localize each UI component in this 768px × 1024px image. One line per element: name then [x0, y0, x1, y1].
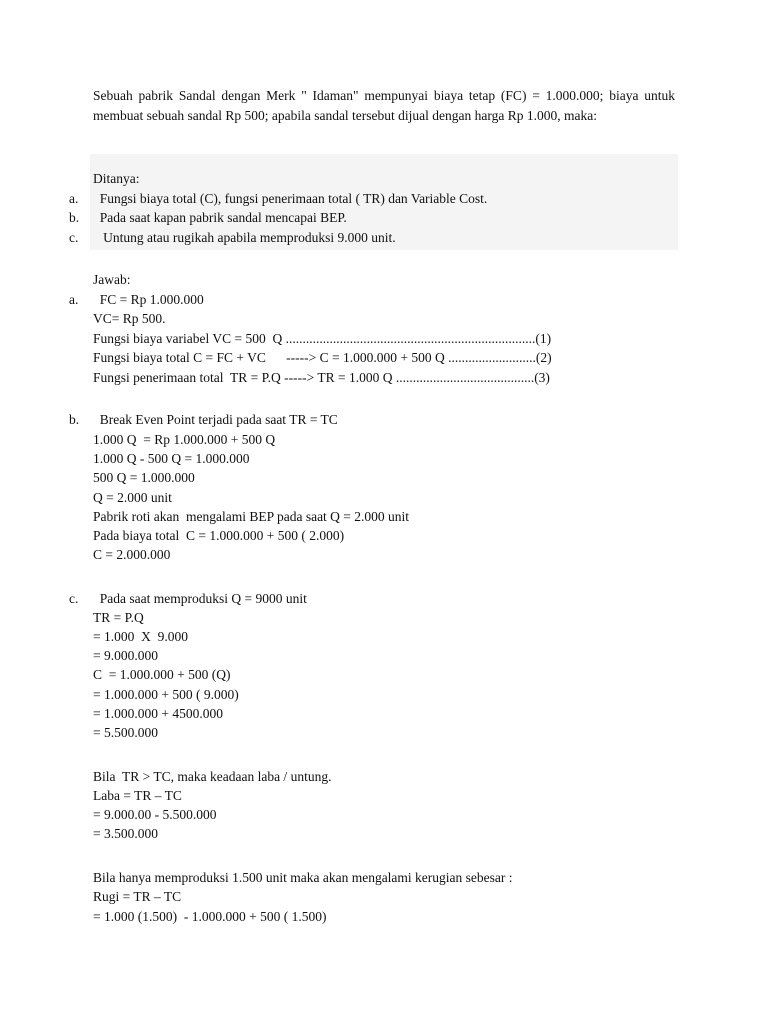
ditanya-heading: Ditanya:	[93, 171, 140, 186]
answer-b-line: 1.000 Q = Rp 1.000.000 + 500 Q	[93, 432, 276, 447]
profit-line: = 9.000.00 - 5.500.000	[93, 807, 217, 822]
answer-a-line: Fungsi penerimaan total TR = P.Q -----> TR = 1.000 Q .........................................(3)	[93, 370, 550, 385]
answer-b-line: Q = 2.000 unit	[93, 490, 172, 505]
answer-b-line: C = 2.000.000	[93, 547, 171, 562]
loss-line: = 1.000 (1.500) - 1.000.000 + 500 ( 1.500)	[93, 909, 327, 924]
question-c-text: Untung atau rugikah apabila memproduksi 9.000 unit.	[93, 230, 396, 245]
answer-b-line: 500 Q = 1.000.000	[93, 470, 195, 485]
answer-c-line: Pada saat memproduksi Q = 9000 unit	[93, 591, 307, 606]
answer-a-line: FC = Rp 1.000.000	[93, 292, 204, 307]
question-b-marker: b.	[69, 210, 80, 225]
answer-b-marker: b.	[69, 412, 80, 427]
answer-c-line: = 5.500.000	[93, 725, 158, 740]
question-a-marker: a.	[69, 191, 79, 206]
answer-b-line: Pada biaya total C = 1.000.000 + 500 ( 2.000)	[93, 528, 345, 543]
answer-a-line: VC= Rp 500.	[93, 311, 166, 326]
question-c-marker: c.	[69, 230, 79, 245]
question-a-text: Fungsi biaya total (C), fungsi penerimaan total ( TR) dan Variable Cost.	[93, 191, 488, 206]
answer-b-line: Break Even Point terjadi pada saat TR = TC	[93, 412, 338, 427]
profit-line: Laba = TR – TC	[93, 788, 182, 803]
answer-a-marker: a.	[69, 292, 79, 307]
answer-c-marker: c.	[69, 591, 79, 606]
answer-a-line: Fungsi biaya variabel VC = 500 Q ..........................................................................(1)	[93, 331, 552, 346]
profit-line: Bila TR > TC, maka keadaan laba / untung.	[93, 769, 332, 784]
answer-c-line: = 9.000.000	[93, 648, 158, 663]
answer-c-line: = 1.000.000 + 4500.000	[93, 706, 223, 721]
profit-line: = 3.500.000	[93, 826, 158, 841]
answer-c-line: C = 1.000.000 + 500 (Q)	[93, 667, 231, 682]
loss-line: Rugi = TR – TC	[93, 889, 182, 904]
answer-a-line: Fungsi biaya total C = FC + VC -----> C = 1.000.000 + 500 Q ..........................(2)	[93, 350, 552, 365]
loss-line: Bila hanya memproduksi 1.500 unit maka akan mengalami kerugian sebesar :	[93, 870, 513, 885]
question-b-text: Pada saat kapan pabrik sandal mencapai BEP.	[93, 210, 347, 225]
problem-statement: Sebuah pabrik Sandal dengan Merk " Idaman" mempunyai biaya tetap (FC) = 1.000.000; biaya untuk membuat sebuah sandal Rp 500; apabila sandal tersebut dijual dengan harga Rp 1.000, maka:	[93, 88, 675, 123]
answer-c-line: = 1.000.000 + 500 ( 9.000)	[93, 687, 239, 702]
jawab-heading: Jawab:	[93, 272, 131, 287]
answer-b-line: Pabrik roti akan mengalami BEP pada saat Q = 2.000 unit	[93, 509, 410, 524]
answer-c-line: TR = P.Q	[93, 610, 144, 625]
answer-b-line: 1.000 Q - 500 Q = 1.000.000	[93, 451, 250, 466]
answer-c-line: = 1.000 X 9.000	[93, 629, 188, 644]
